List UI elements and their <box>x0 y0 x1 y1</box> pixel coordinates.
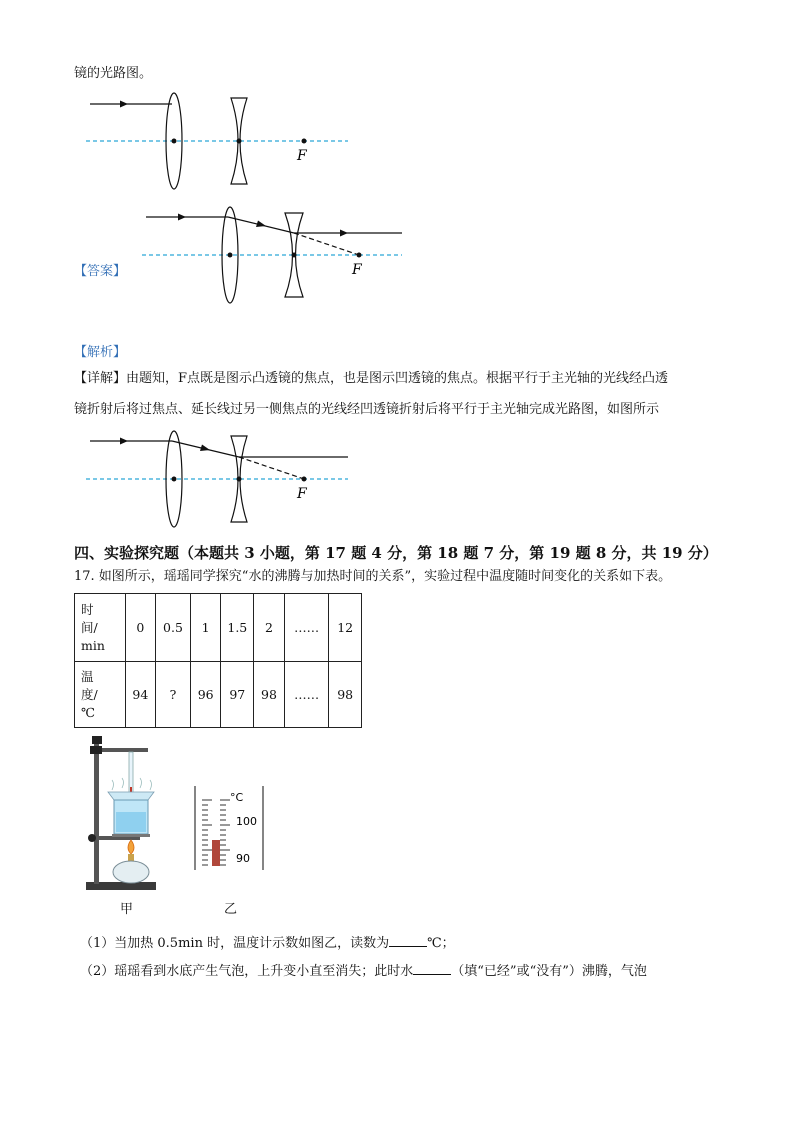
sub2-text-after: （填“已经”或“没有”）沸腾，气泡 <box>451 964 647 979</box>
detail-text-1: 由题知，F点既是图示凸透镜的焦点，也是图示凹透镜的焦点。根据平行于主光轴的光线经凸透 <box>126 371 669 386</box>
section-heading: 四、实验探究题（本题共 3 小题，第 17 题 4 分，第 18 题 7 分，第 19 题 8 分，共 19 分） <box>74 544 718 562</box>
focus-label: F <box>297 148 307 164</box>
concave-lens-center <box>237 139 242 144</box>
ray-arrow <box>120 438 128 445</box>
sub-question-1 <box>80 934 455 952</box>
analysis-tag: 【解析】 <box>74 345 127 360</box>
table-cell: 98 <box>329 662 362 728</box>
table-cell: 98 <box>254 662 285 728</box>
clamp-arm <box>96 748 148 752</box>
ray-arrow <box>256 221 266 228</box>
clamp-knob <box>90 746 102 754</box>
table-cell: 0.5 <box>156 594 191 662</box>
table-cell: 1.5 <box>221 594 254 662</box>
ring-knob <box>88 834 96 842</box>
gauze <box>112 834 150 837</box>
figure-label-yi: 乙 <box>224 902 238 917</box>
figure-label-jia: 甲 <box>120 902 134 917</box>
question-17: 17. 如图所示，瑶瑶同学探究“水的沸腾与加热时间的关系”，实验过程中温度随时间变化的关系如下表。 <box>74 569 672 584</box>
table-cell: 97 <box>221 662 254 728</box>
table-cell: 2 <box>254 594 285 662</box>
sub2-text: （2）瑶瑶看到水底产生气泡，上升变小直至消失；此时水 <box>80 964 414 979</box>
mercury-column <box>212 840 220 866</box>
focus-point <box>302 139 307 144</box>
focus-label: F <box>352 262 362 278</box>
lens-diagram-question <box>80 90 360 195</box>
convex-lens-center <box>172 139 177 144</box>
table-cell: …… <box>284 594 329 662</box>
convex-lens-center <box>228 253 233 258</box>
beaker-lid <box>108 792 154 800</box>
ray-arrow <box>178 214 186 221</box>
answer-blank[interactable] <box>389 934 427 947</box>
detail-line-1 <box>74 371 668 387</box>
sub1-text: （1）当加热 0.5min 时，温度计示数如图乙，读数为 <box>80 936 390 951</box>
table-cell: 96 <box>190 662 221 728</box>
stand-rod <box>94 740 99 884</box>
rod-cap <box>92 736 102 744</box>
ray-arrow <box>340 230 348 237</box>
extension-line <box>239 457 304 479</box>
table-cell: ? <box>156 662 191 728</box>
alcohol-lamp <box>113 861 149 883</box>
flame <box>128 840 134 854</box>
table-cell: 94 <box>125 662 156 728</box>
detail-tag: 【详解】 <box>74 371 127 386</box>
detail-line-2: 镜折射后将过焦点、延长线过另一侧焦点的光线经凹透镜折射后将平行于主光轴完成光路图，如图所示 <box>74 402 660 417</box>
mark-100: 100 <box>236 815 257 828</box>
table-cell: 0 <box>125 594 156 662</box>
sub-question-2 <box>80 962 647 980</box>
table-cell: 1 <box>190 594 221 662</box>
mark-90: 90 <box>236 852 250 865</box>
answer-blank[interactable] <box>413 962 451 975</box>
unit-label: °C <box>230 791 244 804</box>
thermometer-reading-figure <box>192 784 266 872</box>
concave-lens-center <box>237 477 242 482</box>
table-row-time <box>75 594 362 662</box>
lens-diagram-answer <box>140 200 410 305</box>
table-cell: …… <box>284 662 329 728</box>
focus-label: F <box>297 486 307 502</box>
convex-lens-center <box>172 477 177 482</box>
ray-arrow <box>200 445 210 452</box>
row-header-temperature: 温 度/ ℃ <box>75 662 126 728</box>
answer-tag: 【答案】 <box>74 264 127 279</box>
sub1-unit: ℃； <box>427 936 455 951</box>
heating-apparatus-figure <box>82 732 162 894</box>
beaker-water <box>116 812 146 832</box>
lens-diagram-explanation <box>80 425 360 530</box>
intro-line: 镜的光路图。 <box>74 66 153 81</box>
table-cell: 12 <box>329 594 362 662</box>
extension-line <box>294 233 359 255</box>
data-table <box>74 593 362 728</box>
row-header-time: 时 间/ min <box>75 594 126 662</box>
ray-arrow <box>120 101 128 108</box>
table-row-temperature <box>75 662 362 728</box>
concave-lens-center <box>292 253 297 258</box>
